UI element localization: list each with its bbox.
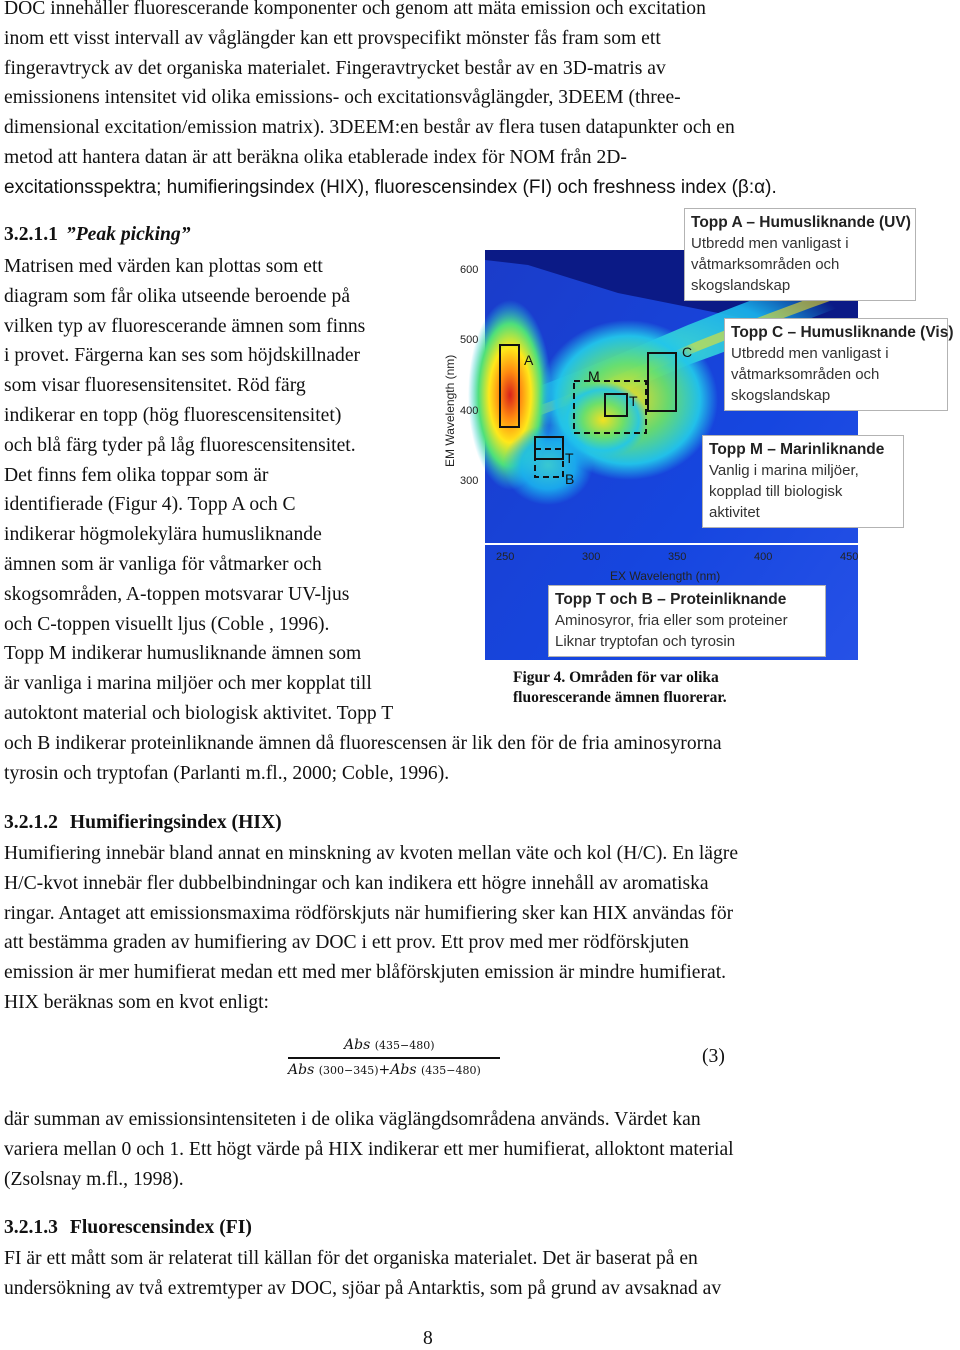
eq-abs: Abs <box>288 1062 315 1078</box>
text-line: excitationsspektra; humifieringsindex (HIX), fluorescensindex (FI) och freshness index (β:α). <box>4 176 777 198</box>
text-line: (Zsolsnay m.fl., 1998). <box>4 1168 184 1190</box>
x-tick-label: 350 <box>668 551 687 563</box>
section-heading-fi <box>4 1217 252 1239</box>
text-line: att bestämma graden av humifiering av DOC i ett prov. Ett prov med mer rödförskjuten <box>4 932 689 954</box>
callout-title: Topp C – Humusliknande (Vis) <box>731 324 954 341</box>
eq-abs: Abs <box>344 1037 371 1053</box>
section-title: Humifieringsindex (HIX) <box>69 812 282 833</box>
callout-line: Liknar tryptofan och tyrosin <box>555 633 736 650</box>
text-line: Topp M indikerar humusliknande ämnen som <box>4 643 362 665</box>
callout-peak-c <box>724 318 954 411</box>
text-line: där summan av emissionsintensiteten i de olika väglängdsområdena används. Värdet kan <box>4 1109 701 1130</box>
figure-caption <box>513 668 727 708</box>
text-line: är vanliga i marina miljöer och mer kopplat till <box>4 673 372 695</box>
caption-line: Figur 4. Områden för var olika <box>513 669 719 686</box>
section-number: 3.2.1.2 <box>4 812 58 833</box>
text-line: Det finns fem olika toppar som är <box>4 464 269 486</box>
eq-range: (300−345) <box>318 1064 379 1077</box>
callout-line: skogslandskap <box>731 387 831 404</box>
text-line: DOC innehåller fluorescerande komponenter och genom att mäta emission och excitation <box>4 0 706 19</box>
x-tick-label: 450 <box>840 551 859 563</box>
x-axis-label: EX Wavelength (nm) <box>610 569 721 583</box>
text-line: fingeravtryck av det organiska materialet. Fingeravtrycket består av en 3D-matris av <box>4 57 666 79</box>
text-line: H/C-kvot innebär fler dubbelbindningar och kan indikera ett högre innehåll av aromatiska <box>4 872 709 894</box>
text-line: ringar. Antaget att emissionsmaxima rödförskjuts när humifiering sker kan HIX användas för <box>4 902 734 924</box>
hix-paragraph-after <box>4 1105 734 1194</box>
peak-label: T <box>565 450 574 466</box>
callout-title: Topp M – Marinliknande <box>709 441 885 458</box>
callout-title: Topp T och B – Proteinliknande <box>555 591 787 608</box>
callout-peak-m <box>702 435 904 528</box>
section-title: Fluorescensindex (FI) <box>69 1217 252 1238</box>
y-axis-label: EM Wavelength (nm) <box>443 354 457 467</box>
x-tick-label: 300 <box>582 551 601 563</box>
text-line: autoktont material och biologisk aktivitet. Topp T <box>4 702 394 724</box>
section-heading-hix <box>4 812 282 834</box>
callout-line: våtmarksområden och <box>691 256 840 273</box>
peak-label: B <box>565 471 575 487</box>
callout-line: Vanlig i marina miljöer, <box>709 462 859 479</box>
callout-peak-a <box>684 208 916 301</box>
text-line: ämnen som är vanliga för våtmarker och <box>4 553 322 575</box>
callout-line: kopplad till biologisk <box>709 483 843 500</box>
text-line: FI är ett mått som är relaterat till källan för det organiska materialet. Det är baserat på en <box>4 1248 698 1269</box>
text-line: indikerar högmolekylära humusliknande <box>4 524 322 546</box>
text-line: inom ett visst intervall av våglängder kan ett provspecifikt mönster fås fram som ett <box>4 27 661 49</box>
text-line: emissionens intensitet vid olika emissions- och excitationsvåglängder, 3DEEM (three- <box>4 87 681 109</box>
y-tick-label: 500 <box>460 334 479 346</box>
y-tick-label: 400 <box>460 405 479 417</box>
eq-range: (435−480) <box>420 1064 481 1077</box>
callout-line: skogslandskap <box>691 277 791 294</box>
equation-number: (3) <box>702 1046 725 1067</box>
peak-label: C <box>682 344 693 360</box>
callout-line: aktivitet <box>709 504 760 521</box>
fraction-bar <box>288 1057 500 1059</box>
text-line: i provet. Färgerna kan ses som höjdskillnader <box>4 345 361 367</box>
text-line: dimensional excitation/emission matrix). 3DEEM:en består av flera tusen datapunkter och en <box>4 117 735 139</box>
text-line: undersökning av två extremtyper av DOC, sjöar på Antarktis, som på grund av avsaknad av <box>4 1277 722 1299</box>
section-heading-peak-picking <box>4 224 191 246</box>
text-line: och blå färg tyder på låg fluorescensitensitet. <box>4 434 356 456</box>
text-line: och B indikerar proteinliknande ämnen då fluorescensen är lik den för de fria aminosyrorna <box>4 732 722 754</box>
text-line: metod att hantera datan är att beräkna olika etablerade index för NOM från 2D- <box>4 146 627 168</box>
section-title: ”Peak picking” <box>65 224 191 245</box>
text-line: HIX beräknas som en kvot enligt: <box>4 991 270 1013</box>
callout-peak-tb <box>548 585 826 657</box>
text-line: identifierade (Figur 4). Topp A och C <box>4 494 296 516</box>
text-line: emission är mer humifierat medan ett med mer blåförskjuten emission är mindre humifierat. <box>4 962 727 984</box>
eq-plus-abs: +Abs <box>378 1062 417 1078</box>
text-line: variera mellan 0 och 1. Ett högt värde på HIX indikerar ett mer humifierat, alloktont material <box>4 1138 734 1160</box>
text-line: tyrosin och tryptofan (Parlanti m.fl., 2000; Coble, 1996). <box>4 762 450 784</box>
page-number: 8 <box>423 1328 433 1349</box>
peak-label: T <box>629 393 638 409</box>
eem-figure <box>438 205 954 660</box>
text-line: vilken typ av fluorescerande ämnen som finns <box>4 315 366 337</box>
caption-line: fluorescerande ämnen fluorerar. <box>513 689 727 706</box>
callout-line: Aminosyror, fria eller som proteiner <box>555 612 788 629</box>
text-line: diagram som får olika utseende beroende på <box>4 285 351 307</box>
section-number: 3.2.1.3 <box>4 1217 58 1238</box>
callout-line: Utbredd men vanligast i <box>691 235 849 252</box>
text-line: indikerar en topp (hög fluorescensitensitet) <box>4 404 342 426</box>
text-line: Humifiering innebär bland annat en minskning av kvoten mellan väte och kol (H/C). En lägre <box>4 843 739 864</box>
callout-line: Utbredd men vanligast i <box>731 345 889 362</box>
y-tick-label: 600 <box>460 264 479 276</box>
callout-title: Topp A – Humusliknande (UV) <box>691 214 911 231</box>
x-tick-label: 250 <box>496 551 515 563</box>
eq-range: (435−480) <box>374 1039 435 1052</box>
y-tick-label: 300 <box>460 475 479 487</box>
peak-label: M <box>588 368 600 384</box>
callout-line: våtmarksområden och <box>731 366 880 383</box>
fi-paragraph <box>4 1244 721 1304</box>
x-tick-label: 400 <box>754 551 773 563</box>
hix-paragraph <box>4 839 738 1018</box>
text-line: och C-toppen visuellt ljus (Coble , 1996). <box>4 613 330 635</box>
equation-numerator <box>344 1037 435 1053</box>
plot-bottom-mask <box>478 543 868 545</box>
text-line: skogsområden, A-toppen motsvarar UV-ljus <box>4 583 350 605</box>
text-line: som visar fluoresensitensitet. Röd färg <box>4 375 306 397</box>
equation-denominator <box>288 1062 481 1078</box>
section-number: 3.2.1.1 <box>4 224 58 245</box>
hix-equation <box>288 1035 500 1085</box>
text-line: Matrisen med värden kan plottas som ett <box>4 256 323 277</box>
intro-paragraph <box>4 0 777 203</box>
peak-label: A <box>524 352 534 368</box>
